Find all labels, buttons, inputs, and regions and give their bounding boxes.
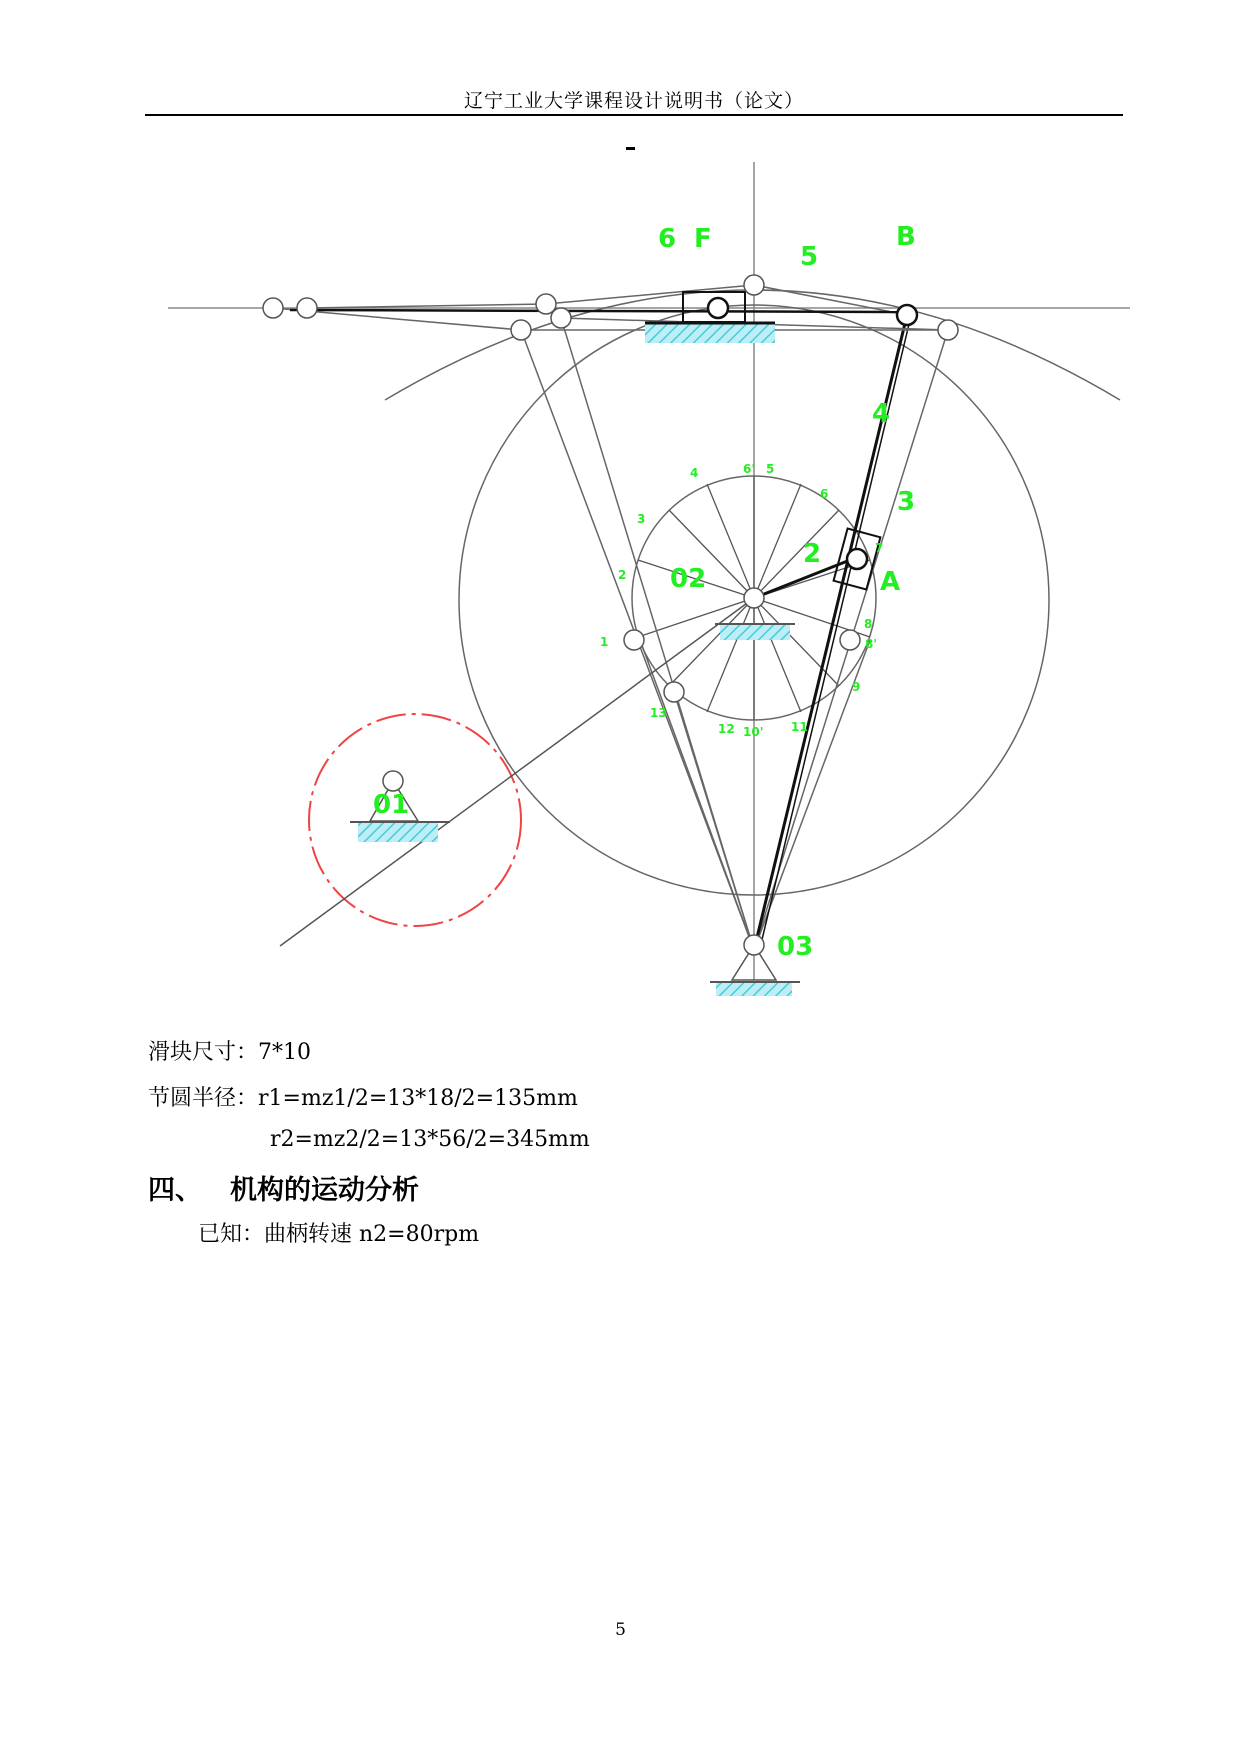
joint-a bbox=[847, 549, 867, 569]
label-pos8: 8 bbox=[864, 617, 873, 631]
label-link5: 5 bbox=[800, 242, 819, 272]
label-pos11: 11 bbox=[791, 720, 808, 734]
label-link6: 6 bbox=[658, 224, 677, 254]
pitch-radius-line bbox=[148, 1081, 578, 1112]
joints bbox=[263, 275, 958, 955]
ground-f bbox=[645, 323, 775, 343]
label-o1: 01 bbox=[373, 790, 410, 820]
label-pos3: 3 bbox=[637, 512, 646, 526]
given-line bbox=[198, 1217, 479, 1248]
label-pos8p: 8' bbox=[865, 637, 878, 651]
section-title: 机构的运动分析 bbox=[230, 1175, 419, 1206]
label-pos1: 1 bbox=[600, 635, 609, 649]
crank-link bbox=[754, 560, 850, 598]
b-arc bbox=[385, 290, 1120, 400]
ground-o1 bbox=[358, 822, 438, 842]
label-pos13: 13 bbox=[650, 706, 667, 720]
slider-size-line bbox=[148, 1035, 311, 1066]
pitch-radius-r1: r1=mz1/2=13*18/2=135mm bbox=[258, 1086, 578, 1111]
label-a: A bbox=[880, 567, 901, 597]
label-pos6: 6 bbox=[820, 487, 829, 501]
pitch-radius-r2: r2=mz2/2=13*56/2=345mm bbox=[270, 1127, 590, 1152]
label-pos12: 12 bbox=[718, 722, 735, 736]
given-value: 曲柄转速 n2=80rpm bbox=[264, 1222, 480, 1247]
label-o3: 03 bbox=[777, 932, 814, 962]
label-o2: 02 bbox=[670, 564, 707, 594]
label-link2: 2 bbox=[803, 539, 822, 569]
label-pos2: 2 bbox=[618, 568, 627, 582]
pitch-radius-label: 节圆半径： bbox=[148, 1086, 259, 1111]
gear-o1-circle bbox=[309, 714, 521, 926]
joint-f bbox=[708, 298, 728, 318]
ground-o3 bbox=[716, 982, 792, 996]
label-pos7: 7 bbox=[875, 541, 884, 555]
o1-line bbox=[280, 598, 754, 946]
page-number: 5 bbox=[615, 1620, 626, 1640]
label-pos6p: 6' bbox=[743, 462, 756, 476]
slider-size-label: 滑块尺寸： bbox=[148, 1040, 259, 1065]
ground-o2 bbox=[720, 624, 790, 640]
link-5-bold bbox=[290, 310, 907, 312]
page-header: 辽宁工业大学课程设计说明书（论文） bbox=[463, 90, 804, 112]
slider-size-value: 7*10 bbox=[258, 1040, 312, 1065]
label-link4: 4 bbox=[872, 399, 891, 429]
label-pos5: 5 bbox=[766, 462, 775, 476]
label-pos10p: 10' bbox=[743, 725, 764, 739]
top-mark bbox=[626, 147, 635, 150]
joint-b bbox=[897, 305, 917, 325]
header-rule bbox=[145, 114, 1123, 116]
mechanism-diagram bbox=[160, 140, 1210, 1010]
section-heading bbox=[148, 1168, 419, 1207]
label-link3: 3 bbox=[897, 487, 916, 517]
label-b: B bbox=[896, 222, 916, 252]
label-pos4: 4 bbox=[690, 466, 699, 480]
section-number: 四、 bbox=[148, 1175, 202, 1206]
label-pos9: 9 bbox=[852, 680, 861, 694]
label-f: F bbox=[694, 224, 712, 254]
given-label: 已知： bbox=[198, 1222, 265, 1247]
